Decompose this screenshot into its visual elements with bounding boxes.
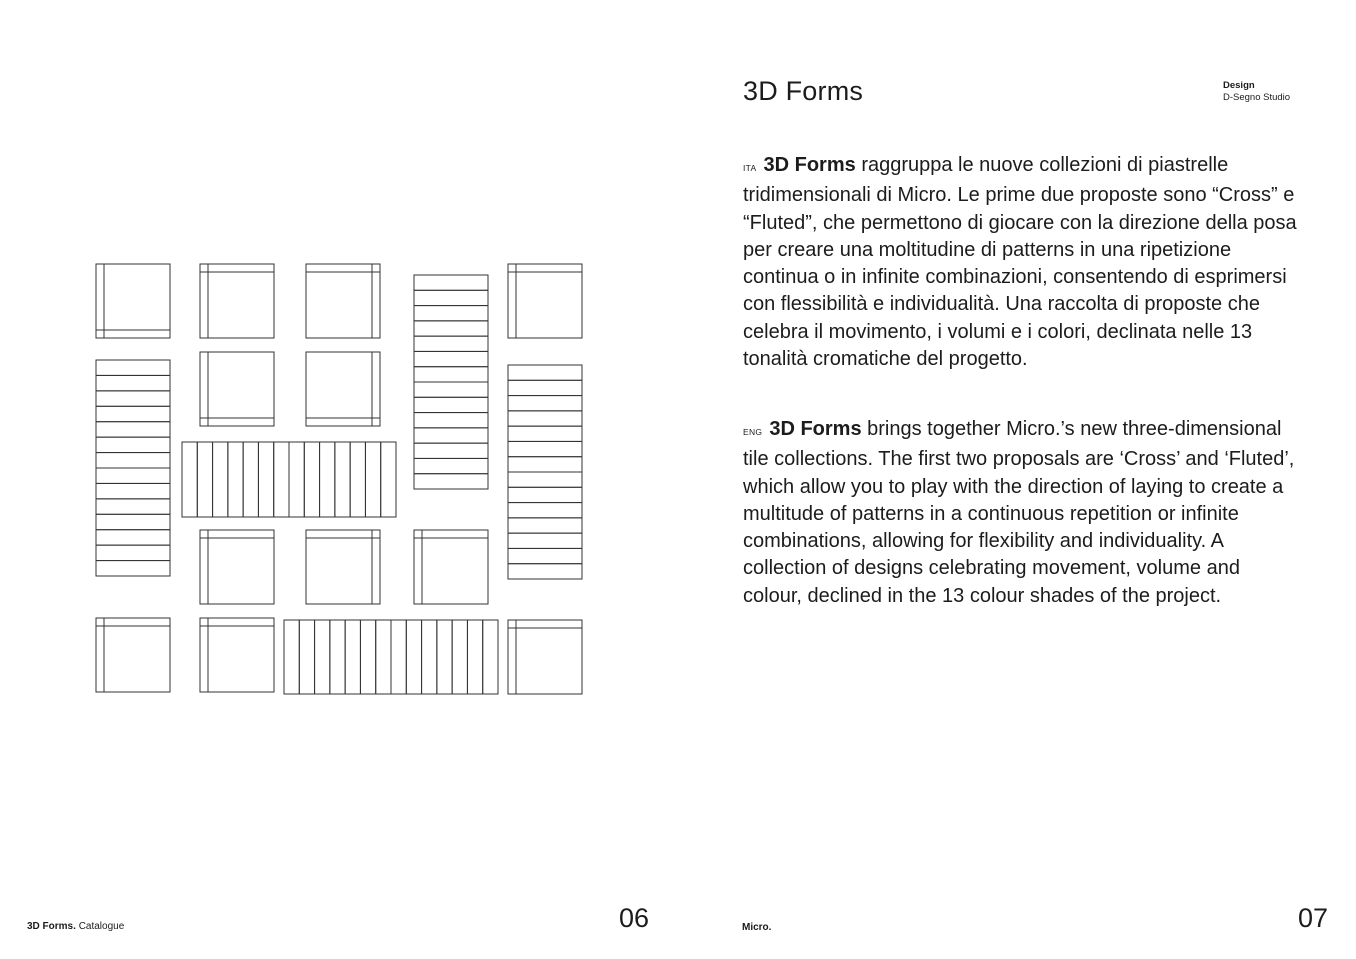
fluted-slat	[96, 499, 170, 514]
fluted-slat	[414, 321, 488, 336]
cross-tile-edge	[200, 530, 274, 538]
fluted-slat	[330, 620, 345, 694]
fluted-slat	[508, 472, 582, 487]
fluted-slat	[414, 458, 488, 473]
cross-tile-edge	[96, 618, 104, 692]
fluted-slat	[508, 380, 582, 395]
fluted-slat	[360, 620, 375, 694]
fluted-slat	[508, 457, 582, 472]
italian-lead: 3D Forms	[763, 154, 856, 176]
fluted-slat	[315, 620, 330, 694]
fluted-slat	[391, 620, 406, 694]
fluted-slat	[414, 275, 488, 290]
fluted-slat	[96, 437, 170, 452]
fluted-slat	[289, 442, 304, 517]
fluted-slat	[96, 360, 170, 375]
cross-tile	[306, 264, 380, 338]
cross-tile-edge	[508, 620, 516, 694]
fluted-slat	[96, 561, 170, 576]
catalogue-footer	[27, 921, 124, 932]
fluted-slat	[508, 564, 582, 579]
language-tag-ita: ITA	[743, 163, 757, 173]
fluted-slat	[508, 533, 582, 548]
cross-tile-edge	[306, 418, 380, 426]
fluted-slat	[414, 428, 488, 443]
fluted-slat	[437, 620, 452, 694]
fluted-slat	[414, 367, 488, 382]
page-number-left: 06	[619, 903, 650, 933]
fluted-slat	[508, 426, 582, 441]
fluted-slat	[243, 442, 258, 517]
cross-tile-edge	[508, 620, 582, 628]
cross-tile-edge	[200, 618, 208, 692]
fluted-slat	[274, 442, 289, 517]
fluted-slat	[96, 422, 170, 437]
cross-tile	[306, 352, 380, 426]
cross-tile-edge	[306, 530, 380, 538]
cross-tile-edge	[372, 530, 380, 604]
fluted-slat	[508, 518, 582, 533]
cross-tile-edge	[414, 530, 488, 538]
italian-description	[743, 152, 1303, 373]
footer-label: Catalogue	[78, 921, 125, 932]
fluted-slat	[381, 442, 396, 517]
cross-tile	[200, 618, 274, 692]
english-description	[743, 416, 1303, 610]
design-credit-value: D-Segno Studio	[1223, 92, 1291, 103]
fluted-slat	[508, 441, 582, 456]
footer-collection-name: 3D Forms.	[27, 921, 76, 932]
cross-tile-edge	[200, 352, 208, 426]
cross-tile-edge	[508, 264, 582, 272]
cross-tile-edge	[200, 618, 274, 626]
fluted-slat	[508, 411, 582, 426]
cross-tile-edge	[96, 618, 170, 626]
cross-tile	[306, 530, 380, 604]
italian-body: raggruppa le nuove collezioni di piastrelle tridimensionali di Micro. Le prime due proposte sono “Cross” e “Fluted”, che permettono di giocare con la direzione della posa per creare una moltitudine di patterns in una ripetizione continua o in infinite combinazioni, consentendo di esprimersi con flessibilità e individualità. Una raccolta di proposte che celebra il movimento, i volumi e i colori, declinata nelle 13 tonalità cromatiche del progetto.	[743, 154, 1297, 371]
fluted-slat	[414, 382, 488, 397]
fluted-slat	[414, 413, 488, 428]
fluted-slat	[467, 620, 482, 694]
cross-tile	[508, 264, 582, 338]
fluted-slat	[376, 620, 391, 694]
fluted-slat	[182, 442, 197, 517]
fluted-slat	[414, 290, 488, 305]
cross-tile	[200, 352, 274, 426]
design-credit	[1223, 80, 1290, 104]
cross-tile-edge	[200, 264, 274, 272]
fluted-slat	[96, 375, 170, 390]
cross-tile-edge	[200, 418, 274, 426]
fluted-slat	[284, 620, 299, 694]
tile-pattern-illustration	[90, 258, 590, 700]
fluted-slat	[365, 442, 380, 517]
fluted-slat	[350, 442, 365, 517]
page-title: 3D Forms	[743, 76, 864, 106]
fluted-slat	[335, 442, 350, 517]
fluted-slat	[414, 474, 488, 489]
fluted-slat	[483, 620, 498, 694]
fluted-slat	[452, 620, 467, 694]
fluted-slat	[508, 396, 582, 411]
cross-tile	[200, 264, 274, 338]
cross-tile	[414, 530, 488, 604]
fluted-slat	[258, 442, 273, 517]
fluted-slat	[96, 530, 170, 545]
fluted-slat	[96, 391, 170, 406]
cross-tile-edge	[96, 330, 170, 338]
cross-tile-edge	[508, 264, 516, 338]
fluted-slat	[422, 620, 437, 694]
cross-tile-edge	[306, 264, 380, 272]
cross-tile-edge	[200, 530, 208, 604]
fluted-slat	[345, 620, 360, 694]
fluted-slat	[96, 514, 170, 529]
fluted-slat	[414, 336, 488, 351]
fluted-slat	[414, 397, 488, 412]
cross-tile-edge	[96, 264, 104, 338]
right-page	[678, 0, 1356, 959]
fluted-slat	[406, 620, 421, 694]
brand-footer: Micro.	[742, 922, 772, 933]
cross-tile	[96, 618, 170, 692]
fluted-slat	[508, 487, 582, 502]
fluted-slat	[414, 351, 488, 366]
fluted-slat	[508, 548, 582, 563]
design-credit-label: Design	[1223, 80, 1255, 91]
language-tag-eng: ENG	[743, 427, 763, 437]
cross-tile	[508, 620, 582, 694]
cross-tile-edge	[372, 264, 380, 338]
fluted-slat	[213, 442, 228, 517]
fluted-slat	[96, 453, 170, 468]
fluted-slat	[228, 442, 243, 517]
fluted-slat	[414, 443, 488, 458]
page-number-right: 07	[1298, 903, 1329, 933]
cross-tile-edge	[372, 352, 380, 426]
fluted-slat	[414, 306, 488, 321]
fluted-slat	[96, 483, 170, 498]
fluted-slat	[320, 442, 335, 517]
fluted-slat	[197, 442, 212, 517]
fluted-slat	[96, 468, 170, 483]
fluted-slat	[508, 503, 582, 518]
fluted-slat	[96, 545, 170, 560]
english-body: brings together Micro.’s new three-dimensional tile collections. The first two proposals are ‘Cross’ and ‘Fluted’, which allow you to play with the direction of laying to create a multitude of patterns in a continuous repetition or infinite combinations, allowing for flexibility and individuality. A collection of designs celebrating movement, volume and colour, declined in the 13 colour shades of the project.	[743, 418, 1295, 607]
fluted-slat	[96, 406, 170, 421]
fluted-slat	[299, 620, 314, 694]
fluted-slat	[508, 365, 582, 380]
cross-tile-edge	[414, 530, 422, 604]
cross-tile	[200, 530, 274, 604]
english-lead: 3D Forms	[769, 418, 862, 440]
cross-tile-edge	[200, 264, 208, 338]
fluted-slat	[304, 442, 319, 517]
cross-tile	[96, 264, 170, 338]
